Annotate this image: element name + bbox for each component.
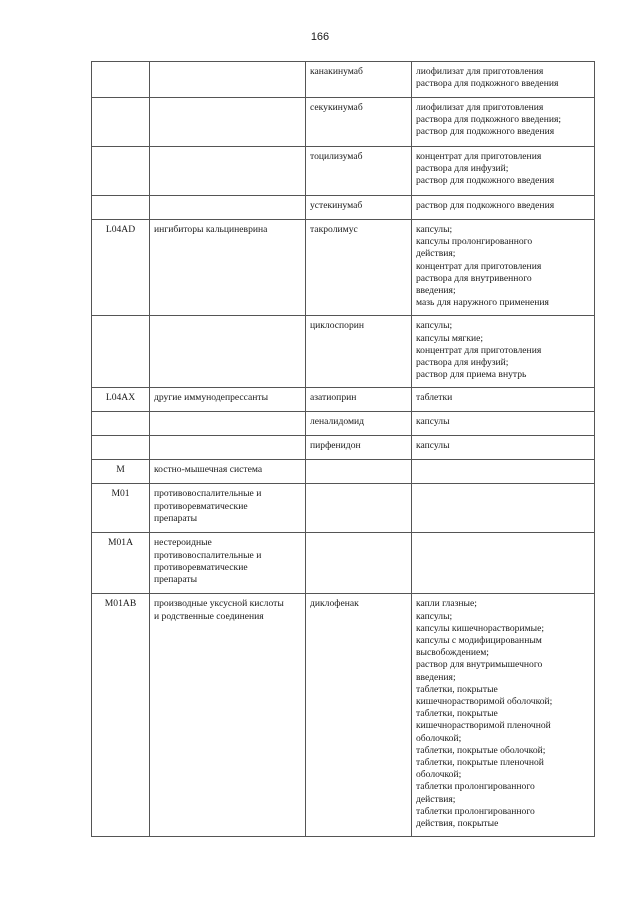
table-row [92, 594, 595, 837]
table-row [92, 460, 595, 484]
dosage-form-line: капсулы [416, 440, 450, 452]
group-text-line: и родственные соединения [154, 610, 264, 622]
group-text-line: противовоспалительные и [154, 549, 262, 561]
table-row [92, 484, 595, 533]
drug-name-cell: пирфенидон [306, 436, 412, 460]
dosage-form-line: кишечнорастворимой пленочной [416, 720, 551, 732]
table-row [92, 62, 595, 98]
drug-name-cell: тоцилизумаб [306, 147, 412, 196]
table-row [92, 533, 595, 594]
atc-code-cell [92, 62, 150, 98]
dosage-form-line: кишечнорастворимой оболочкой; [416, 696, 553, 708]
anatomical-therapeutic-group-cell [150, 412, 306, 436]
table-row [92, 436, 595, 460]
dosage-form-line: лиофилизат для приготовления [416, 102, 544, 113]
dosage-form-line: раствор для подкожного введения [416, 200, 555, 211]
dosage-form-line: действия; [416, 248, 456, 260]
group-text-line: костно-мышечная система [154, 464, 263, 476]
anatomical-therapeutic-group-cell [150, 484, 306, 533]
atc-code-cell [92, 316, 150, 388]
drug-name-cell [306, 533, 412, 594]
anatomical-therapeutic-group-cell [150, 388, 306, 412]
dosage-form-line: концентрат для приготовления [416, 344, 542, 356]
dosage-form-line: введения; [416, 671, 456, 683]
dosage-form-line: раствор для внутримышечного [416, 659, 543, 671]
anatomical-therapeutic-group-cell [150, 196, 306, 220]
dosage-form-line: капсулы; [416, 320, 453, 332]
drug-name-cell: азатиоприн [306, 388, 412, 412]
group-text-line: ингибиторы кальциневрина [154, 224, 268, 235]
table-row [92, 220, 595, 316]
group-text-line: производные уксусной кислоты [154, 598, 284, 610]
atc-code-cell: L04AD [92, 220, 150, 316]
drug-name-cell: секукинумаб [306, 98, 412, 147]
dosage-forms-cell [412, 533, 595, 594]
dosage-forms-cell [412, 388, 595, 412]
drug-classification-table [91, 61, 595, 837]
dosage-form-line: таблетки, покрытые пленочной [416, 757, 544, 769]
dosage-form-line: концентрат для приготовления [416, 260, 542, 272]
dosage-form-line: раствора для внутривенного [416, 272, 532, 284]
dosage-forms-cell [412, 98, 595, 147]
table-body [92, 62, 595, 837]
dosage-forms-cell [412, 460, 595, 484]
dosage-form-line: капсулы мягкие; [416, 332, 484, 344]
table-row [92, 147, 595, 196]
dosage-form-line: капсулы; [416, 224, 453, 235]
dosage-form-line: действия, покрытые [416, 818, 499, 830]
group-text-line: нестероидные [154, 537, 212, 549]
dosage-form-line: таблетки, покрытые [416, 708, 498, 720]
group-text-line: противоревматические [154, 561, 248, 573]
dosage-form-line: оболочкой; [416, 732, 462, 744]
dosage-forms-cell [412, 147, 595, 196]
dosage-form-line: раствор для подкожного введения [416, 126, 555, 138]
anatomical-therapeutic-group-cell [150, 460, 306, 484]
group-text-line: противоревматические [154, 500, 248, 512]
dosage-form-line: раствора для инфузий; [416, 163, 509, 175]
dosage-form-line: капсулы [416, 416, 450, 428]
atc-code-cell: M01 [92, 484, 150, 533]
anatomical-therapeutic-group-cell [150, 62, 306, 98]
atc-code-cell [92, 412, 150, 436]
dosage-forms-cell [412, 220, 595, 316]
dosage-form-line: концентрат для приготовления [416, 151, 542, 162]
table-row [92, 98, 595, 147]
dosage-forms-cell [412, 594, 595, 837]
dosage-form-line: введения; [416, 285, 456, 297]
drug-name-cell: устекинумаб [306, 196, 412, 220]
drug-name-cell: циклоспорин [306, 316, 412, 388]
anatomical-therapeutic-group-cell [150, 594, 306, 837]
drug-name-cell: леналидомид [306, 412, 412, 436]
dosage-forms-cell [412, 484, 595, 533]
dosage-form-line: раствора для инфузий; [416, 357, 509, 369]
atc-code-cell [92, 196, 150, 220]
page-number: 166 [310, 31, 330, 43]
drug-name-cell [306, 484, 412, 533]
drug-name-cell [306, 460, 412, 484]
dosage-form-line: капсулы с модифицированным [416, 635, 542, 647]
atc-code-cell [92, 436, 150, 460]
table-row [92, 316, 595, 388]
atc-code-cell [92, 147, 150, 196]
dosage-form-line: мазь для наружного применения [416, 297, 549, 309]
atc-code-cell: M01A [92, 533, 150, 594]
anatomical-therapeutic-group-cell [150, 220, 306, 316]
group-text-line: противовоспалительные и [154, 488, 262, 500]
dosage-forms-cell [412, 316, 595, 388]
dosage-form-line: капсулы; [416, 610, 453, 622]
dosage-form-line: капли глазные; [416, 598, 477, 610]
dosage-form-line: таблетки пролонгированного [416, 805, 535, 817]
table-row [92, 388, 595, 412]
anatomical-therapeutic-group-cell [150, 533, 306, 594]
dosage-forms-cell [412, 196, 595, 220]
table-row [92, 412, 595, 436]
dosage-form-line: оболочкой; [416, 769, 462, 781]
anatomical-therapeutic-group-cell [150, 316, 306, 388]
group-text-line: препараты [154, 574, 198, 586]
anatomical-therapeutic-group-cell [150, 147, 306, 196]
anatomical-therapeutic-group-cell [150, 98, 306, 147]
dosage-forms-cell [412, 436, 595, 460]
dosage-form-line: раствора для подкожного введения [416, 78, 559, 90]
dosage-form-line: капсулы пролонгированного [416, 236, 533, 248]
dosage-form-line: таблетки [416, 392, 453, 404]
dosage-form-line: таблетки, покрытые [416, 683, 498, 695]
dosage-forms-cell [412, 412, 595, 436]
drug-name-cell: диклофенак [306, 594, 412, 837]
dosage-form-line: раствор для приема внутрь [416, 369, 527, 381]
anatomical-therapeutic-group-cell [150, 436, 306, 460]
drug-name-cell: канакинумаб [306, 62, 412, 98]
atc-code-cell: M01AB [92, 594, 150, 837]
dosage-form-line: высвобождением; [416, 647, 489, 659]
dosage-form-line: раствора для подкожного введения; [416, 114, 562, 126]
atc-code-cell: M [92, 460, 150, 484]
dosage-form-line: лиофилизат для приготовления [416, 66, 544, 77]
dosage-form-line: раствор для подкожного введения [416, 175, 555, 187]
atc-code-cell: L04AX [92, 388, 150, 412]
table-row [92, 196, 595, 220]
dosage-form-line: таблетки, покрытые оболочкой; [416, 744, 546, 756]
dosage-form-line: действия; [416, 793, 456, 805]
dosage-form-line: капсулы кишечнорастворимые; [416, 622, 545, 634]
group-text-line: другие иммунодепрессанты [154, 392, 269, 404]
atc-code-cell [92, 98, 150, 147]
dosage-form-line: таблетки пролонгированного [416, 781, 535, 793]
dosage-forms-cell [412, 62, 595, 98]
drug-name-cell: такролимус [306, 220, 412, 316]
group-text-line: препараты [154, 512, 198, 524]
